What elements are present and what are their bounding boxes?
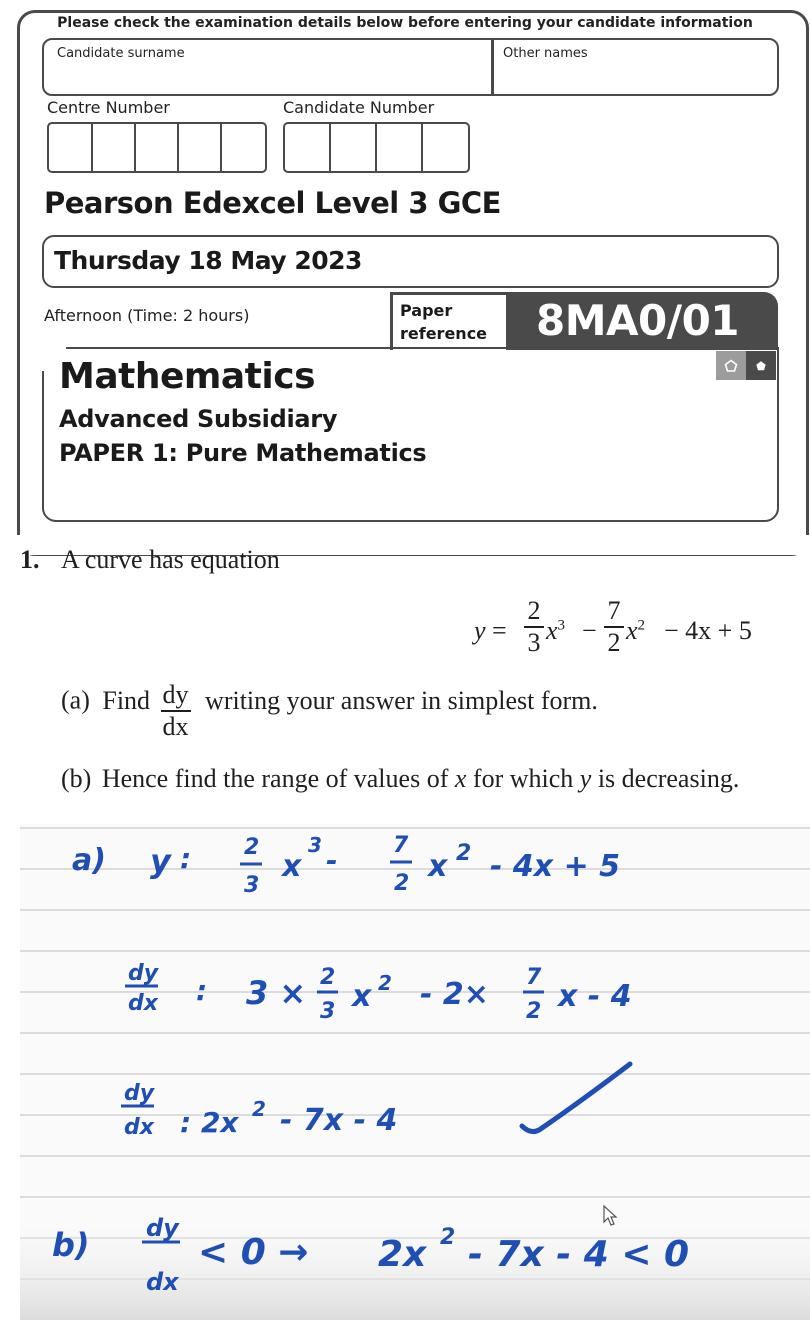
svg-text:3: 3 [308, 833, 322, 857]
svg-text:x - 4: x - 4 [558, 979, 632, 1014]
centre-digit-box [222, 124, 265, 171]
svg-text::: : [180, 842, 192, 875]
svg-text:3: 3 [320, 999, 336, 1024]
svg-text::: : [196, 974, 208, 1007]
svg-text:dy: dy [128, 961, 159, 986]
curve-equation: y = 2 3 $x^3$ − 7 2 $x^2$ − 4x + 5 [474, 596, 752, 657]
pentagon-outline-icon [716, 351, 746, 380]
svg-text:- 7x - 4: - 7x - 4 [280, 1103, 398, 1138]
exam-board-title: Pearson Edexcel Level 3 GCE [44, 186, 501, 220]
question-number: 1. [20, 545, 40, 574]
exam-session: Afternoon (Time: 2 hours) [44, 306, 250, 325]
exam-date-box [42, 235, 779, 288]
fraction-7-2: 7 2 [604, 598, 624, 656]
pentagon-filled-icon [746, 351, 776, 380]
centre-digit-box [49, 124, 93, 171]
centre-digit-box [179, 124, 222, 171]
exam-date: Thursday 18 May 2023 [54, 246, 362, 275]
svg-text:- 7x - 4 < 0: - 7x - 4 < 0 [468, 1234, 690, 1275]
svg-text:dy: dy [146, 1214, 179, 1242]
svg-text:- 4x + 5: - 4x + 5 [490, 849, 621, 884]
svg-text:2: 2 [378, 971, 392, 995]
svg-text:7: 7 [393, 833, 409, 858]
svg-text:dx: dx [124, 1115, 154, 1140]
equation-lhs: y = [474, 616, 507, 645]
svg-text:x: x [428, 849, 448, 884]
equation-rest: − 4x + 5 [664, 616, 752, 645]
svg-text:7: 7 [526, 965, 542, 990]
surname-label: Candidate surname [57, 46, 185, 61]
svg-text:3 ×: 3 × [246, 974, 307, 1012]
svg-text:- 2×: - 2× [420, 977, 489, 1012]
question-part-a: (a) Find $\frac{dy}{dx}$ writing your answer in simplest form. [61, 680, 598, 741]
candidate-number-label: Candidate Number [283, 98, 435, 117]
subject-level: Advanced Subsidiary [59, 405, 338, 433]
centre-digit-box [93, 124, 136, 171]
svg-text:2x: 2x [378, 1234, 427, 1275]
svg-text:3: 3 [244, 873, 260, 898]
subject-title: Mathematics [59, 356, 315, 397]
candidate-digit-box [285, 124, 331, 171]
svg-text:-: - [326, 844, 338, 877]
svg-text:2: 2 [252, 1097, 266, 1121]
svg-text:2: 2 [320, 965, 336, 990]
svg-text:y: y [150, 842, 171, 880]
candidate-number-boxes [283, 122, 470, 173]
centre-number-label: Centre Number [47, 98, 170, 117]
dy-dx-fraction: $\frac{dy}{dx}$ [162, 680, 189, 741]
centre-digit-box [136, 124, 179, 171]
centre-number-boxes [47, 122, 267, 173]
svg-text:dy: dy [124, 1081, 155, 1106]
other-names-label: Other names [503, 46, 588, 61]
question-intro: A curve has equation [61, 545, 280, 574]
handwritten-working [20, 824, 810, 1320]
candidate-digit-box [377, 124, 423, 171]
svg-text:2: 2 [456, 841, 472, 866]
paper-markers [716, 351, 776, 380]
paper-code: 8MA0/01 [536, 296, 740, 345]
svg-text:: 2x: : 2x [180, 1106, 239, 1139]
svg-text:x: x [352, 979, 372, 1014]
paper-reference-box [390, 292, 778, 350]
lined-answer-paper [20, 824, 810, 1320]
svg-text:2: 2 [394, 871, 410, 896]
svg-text:2: 2 [440, 1225, 456, 1250]
candidate-digit-box [331, 124, 377, 171]
fraction-2-3: 2 3 [524, 598, 544, 656]
question-part-b: (b) Hence find the range of values of x for which y is decreasing. [61, 764, 740, 793]
paper-reference-label: Paper reference [393, 295, 506, 350]
svg-text:x: x [282, 849, 302, 884]
paper-title: PAPER 1: Pure Mathematics [59, 439, 427, 467]
hw-part-b-label: b) [52, 1226, 90, 1264]
svg-text:2: 2 [526, 999, 542, 1024]
svg-text:< 0 →: < 0 → [198, 1232, 309, 1273]
exam-cover [0, 0, 810, 535]
cover-instruction: Please check the examination details below before entering your candidate information [57, 15, 753, 31]
candidate-digit-box [423, 124, 468, 171]
svg-text:dx: dx [128, 991, 158, 1016]
svg-text:2: 2 [244, 835, 260, 860]
hw-part-a-label: a) [72, 843, 106, 878]
svg-text:dx: dx [146, 1268, 179, 1296]
